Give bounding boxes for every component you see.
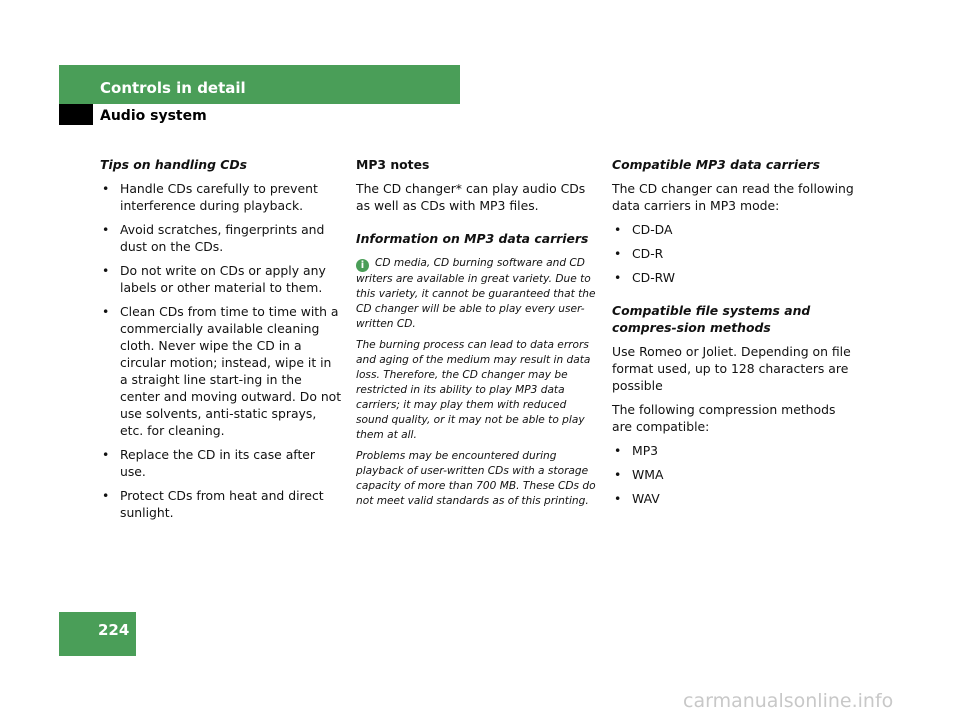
column-mp3-notes [356,156,598,515]
list-item: • CD-R [612,245,854,262]
info-icon: i [356,259,369,272]
column-cd-tips [100,156,342,528]
file-systems-paragraph: Use Romeo or Joliet. Depending on file format used, up to 128 characters are possible [612,344,851,393]
file-systems-heading: Compatible file systems and compres-sion methods [612,303,811,335]
compatible-carriers-heading: Compatible MP3 data carriers [612,157,820,172]
mp3-notes-intro: The CD changer* can play audio CDs as well as CDs with MP3 files. [356,181,586,213]
cd-tips-heading: Tips on handling CDs [100,157,248,172]
header-marker [59,104,93,125]
list-item: • Protect CDs from heat and direct sunlight. [100,487,342,521]
page-number: 224 [98,621,130,639]
list-item: • Avoid scratches, fingerprints and dust on the CDs. [100,221,342,255]
watermark: carmanualsonline.info [683,690,894,712]
info-paragraph: The burning process can lead to data errors and aging of the medium may result in data loss. Therefore, the CD changer may be restricted in its ability to play MP3 data carriers; it may play them with reduced sound quality, or it may not be able to play them at all. [356,339,591,441]
info-note [356,256,598,509]
subsection-title: Audio system [100,108,207,124]
compression-intro: The following compression methods are compatible: [612,402,836,434]
list-item: • WAV [612,490,854,507]
list-item: • Do not write on CDs or apply any labels or other material to them. [100,262,342,296]
section-title: Controls in detail [100,79,246,97]
methods-list [612,442,854,507]
info-paragraph: i CD media, CD burning software and CD writers are available in great variety. Due to this variety, it cannot be guaranteed that the CD changer will be able to play every user-written CD. [356,257,596,330]
compatible-carriers-intro: The CD changer can read the following data carriers in MP3 mode: [612,181,854,213]
list-item: • Replace the CD in its case after use. [100,446,342,480]
list-item: • CD-DA [612,221,854,238]
list-item: • CD-RW [612,269,854,286]
mp3-notes-heading: MP3 notes [356,157,430,172]
carriers-list [612,221,854,286]
info-paragraph: Problems may be encountered during playback of user-written CDs with a storage capacity of more than 700 MB. These CDs do not meet valid standards as of this printing. [356,450,596,507]
list-item: • MP3 [612,442,854,459]
mp3-carriers-heading: Information on MP3 data carriers [356,231,589,246]
list-item: • Clean CDs from time to time with a commercially available cleaning cloth. Never wipe the CD in a circular motion; instead, wipe it in a straight line start-ing in the center and moving outward. Do not use solvents, anti-static sprays, etc. for cleaning. [100,303,342,439]
list-item: • WMA [612,466,854,483]
cd-tips-list [100,180,342,521]
list-item: • Handle CDs carefully to prevent interference during playback. [100,180,342,214]
column-compatible [612,156,854,514]
